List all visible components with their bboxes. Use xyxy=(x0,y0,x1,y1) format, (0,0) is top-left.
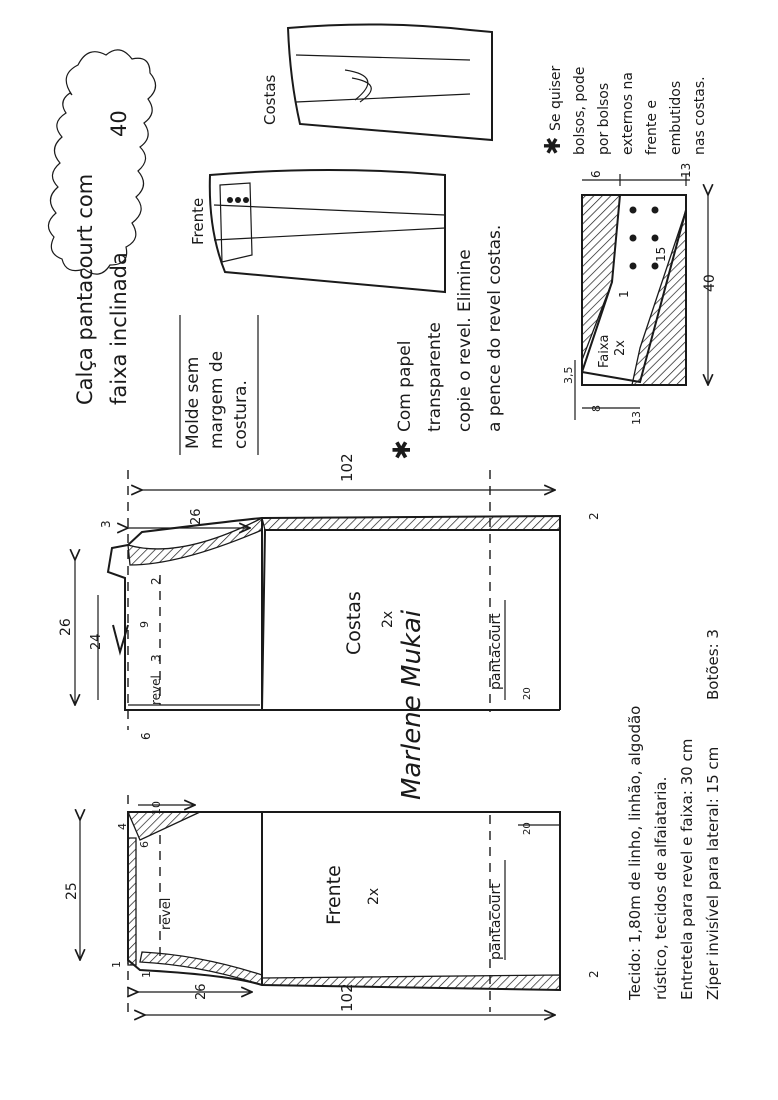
materials-line1: Tecido: 1,80m de linho, linhão, algodão xyxy=(626,705,644,1000)
back-crotch-width: 26 xyxy=(189,508,204,525)
front-length: 102 xyxy=(338,983,356,1012)
revel-note-line3: copie o revel. Elimine xyxy=(455,249,475,432)
band-top-b: 13 xyxy=(679,162,693,178)
molde-note-line1: Molde sem xyxy=(183,356,203,449)
pockets-note-line2: bolsos, pode xyxy=(572,66,588,155)
pockets-note-line6: embutidos xyxy=(668,80,684,155)
materials-line2: rústico, tecidos de alfaiataria. xyxy=(652,776,670,1000)
front-revel-label: revel xyxy=(159,897,174,930)
front-pantacourt-offset: 20 xyxy=(522,822,533,835)
back-pattern xyxy=(58,453,601,740)
band-detail xyxy=(562,163,718,425)
band-left-a: 3,5 xyxy=(562,366,575,384)
seam-allowance-note xyxy=(180,315,258,455)
front-crotch-drop2: 1 xyxy=(140,971,153,978)
front-crotch-width: 26 xyxy=(194,983,209,1000)
svg-text:✱: ✱ xyxy=(541,136,566,155)
molde-note-line2: margem de xyxy=(207,350,227,449)
front-pantacourt-label: pantacourt xyxy=(488,883,504,960)
pockets-note-line7: nas costas. xyxy=(692,76,708,155)
back-piece-label: Costas xyxy=(343,591,365,655)
svg-text:✱: ✱ xyxy=(388,439,416,460)
front-sketch-label: Frente xyxy=(189,197,207,245)
front-piece-label: Frente xyxy=(323,865,345,925)
back-crotch-top: 3 xyxy=(99,520,113,528)
front-pattern xyxy=(64,795,601,1015)
band-count: 2x xyxy=(613,340,628,356)
back-crotch-curve: 2 xyxy=(149,577,163,585)
band-width: 40 xyxy=(702,274,718,292)
back-pantacourt-offset: 20 xyxy=(522,687,533,700)
back-waist: 26 xyxy=(58,618,74,636)
revel-note-line4: a pence do revel costas. xyxy=(485,224,505,432)
title-size: 40 xyxy=(107,110,131,137)
signature-text: Marlene Mukai xyxy=(397,609,427,800)
front-top-c: 10 xyxy=(150,801,163,815)
front-hem-offset: 2 xyxy=(587,970,601,978)
band-one: 1 xyxy=(617,290,631,298)
back-piece-count: 2x xyxy=(380,610,396,628)
band-left-b: 8 xyxy=(590,405,603,412)
back-sketch-label: Costas xyxy=(261,74,279,125)
front-top-b: 6 xyxy=(138,841,151,848)
revel-note xyxy=(388,225,505,460)
materials-buttons: Botões: 3 xyxy=(704,629,722,700)
back-hip: 24 xyxy=(89,633,104,650)
band-label: Faixa xyxy=(597,334,612,368)
back-side-offset: 6 xyxy=(139,732,153,740)
band-left-c: 13 xyxy=(630,411,643,425)
front-top-width: 25 xyxy=(64,882,80,900)
front-sketch xyxy=(189,170,445,292)
front-crotch-drop: 1 xyxy=(110,961,123,968)
pockets-note-line4: externos na xyxy=(620,72,636,155)
revel-note-line1: Com papel xyxy=(395,340,415,432)
pockets-note-line5: frente e xyxy=(644,99,660,155)
pockets-note-line3: por bolsos xyxy=(596,82,612,155)
back-hem-offset: 2 xyxy=(587,512,601,520)
title-line1: Calça pantacourt com xyxy=(73,173,97,405)
revel-note-line2: transparente xyxy=(425,322,445,432)
title-line2: faixa inclinada xyxy=(107,252,131,405)
back-sketch xyxy=(261,24,492,140)
front-top-a: 4 xyxy=(116,823,129,830)
back-length: 102 xyxy=(338,453,356,482)
band-top-a: 6 xyxy=(589,170,603,178)
band-angle: 15 xyxy=(654,246,668,262)
materials-note xyxy=(626,629,722,1001)
signature xyxy=(397,609,427,800)
pockets-note-line1: Se quiser xyxy=(548,65,564,131)
front-piece-count: 2x xyxy=(366,887,382,905)
back-dart-depth: 9 xyxy=(138,621,151,628)
back-revel-offset: 3 xyxy=(149,654,163,662)
pockets-note xyxy=(541,65,708,155)
materials-line4: Zíper invisível para lateral: 15 cm xyxy=(704,746,722,1000)
back-pantacourt-label: pantacourt xyxy=(488,613,504,690)
molde-note-line3: costura. xyxy=(231,380,251,449)
title-cloud xyxy=(48,50,155,405)
materials-line3: Entretela para revel e faixa: 30 cm xyxy=(678,738,696,1000)
back-revel-label: revel xyxy=(149,675,163,705)
